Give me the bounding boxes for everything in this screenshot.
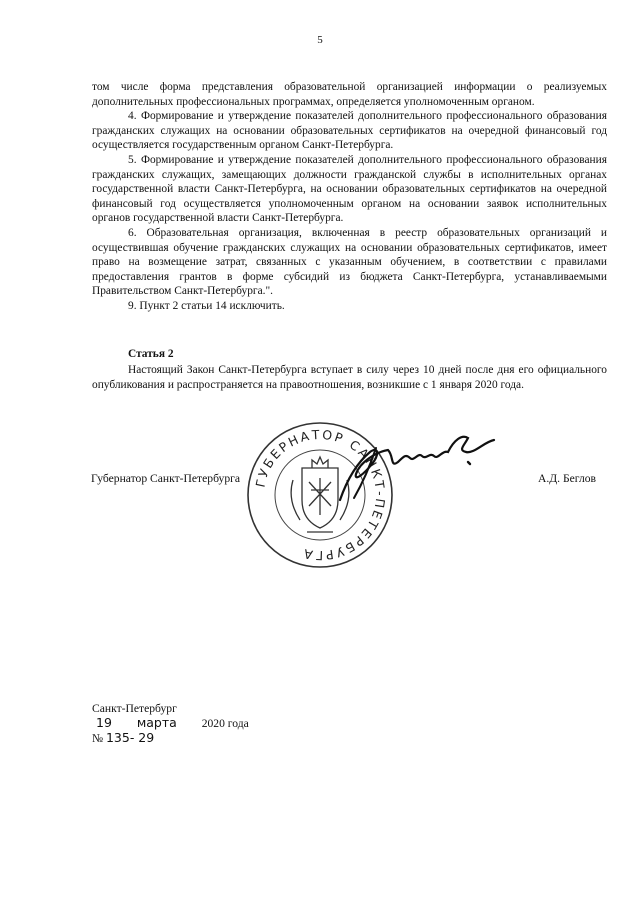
body-text	[92, 80, 607, 314]
date-month: марта	[136, 715, 177, 730]
paragraph-item-4: 4. Формирование и утверждение показателей дополнительного профессионального образования гражданских служащих на основании образовательных сертификатов на очередной финансовый год осуществляется государственным органом Санкт-Петербурга.	[92, 110, 607, 152]
article-heading: Статья 2	[128, 348, 174, 360]
handwritten-signature-icon	[318, 422, 508, 512]
law-number-value: 135- 29	[105, 730, 155, 745]
law-number-prefix: №	[92, 732, 106, 745]
paragraph-item-9: 9. Пункт 2 статьи 14 исключить.	[128, 299, 285, 312]
law-number	[92, 731, 249, 746]
date-line	[92, 716, 249, 731]
place-date-block	[92, 702, 249, 746]
seal-text: ГУБЕРНАТОР САНКТ-ПЕТЕРБУРГА	[252, 426, 389, 564]
city-name: Санкт-Петербург	[92, 702, 177, 715]
article-text: Настоящий Закон Санкт-Петербурга вступает в силу через 10 дней после дня его официального опубликования и распространяется на правоотношения, возникшие с 1 января 2020 года.	[92, 364, 607, 391]
paragraph-continuation: том числе форма представления образовательной организацией информации о реализуемых дополнительных профессиональных программах, определяется уполномоченным органом.	[92, 81, 607, 108]
page-number: 5	[317, 34, 323, 46]
signatory-name: А.Д. Беглов	[538, 472, 597, 485]
date-day: 19	[96, 715, 112, 730]
signature-area	[0, 420, 640, 580]
paragraph-item-5: 5. Формирование и утверждение показателей дополнительного профессионального образования гражданских служащих, замещающих должности гражданской службы в исполнительных органах государственной власти Санкт-Петербурга, на основании образовательных сертификатов на очередной финансовый год осуществляется уполномоченным органом на основании заявок исполнительных органов государственной власти Санкт-Петербурга.	[92, 153, 607, 225]
signatory-title: Губернатор Санкт-Петербурга	[91, 472, 241, 485]
paragraph-item-6: 6. Образовательная организация, включенная в реестр образовательных организаций и осуществившая обучение гражданских служащих на основании образовательных сертификатов, имеет право на возмещение затрат, связанных с указанным обучением, в соответствии с правилами предоставления грантов в форме субсидий из бюджета Санкт-Петербурга, устанавливаемыми Правительством Санкт-Петербурга.".	[92, 226, 607, 298]
date-year: 2020 года	[201, 717, 249, 730]
